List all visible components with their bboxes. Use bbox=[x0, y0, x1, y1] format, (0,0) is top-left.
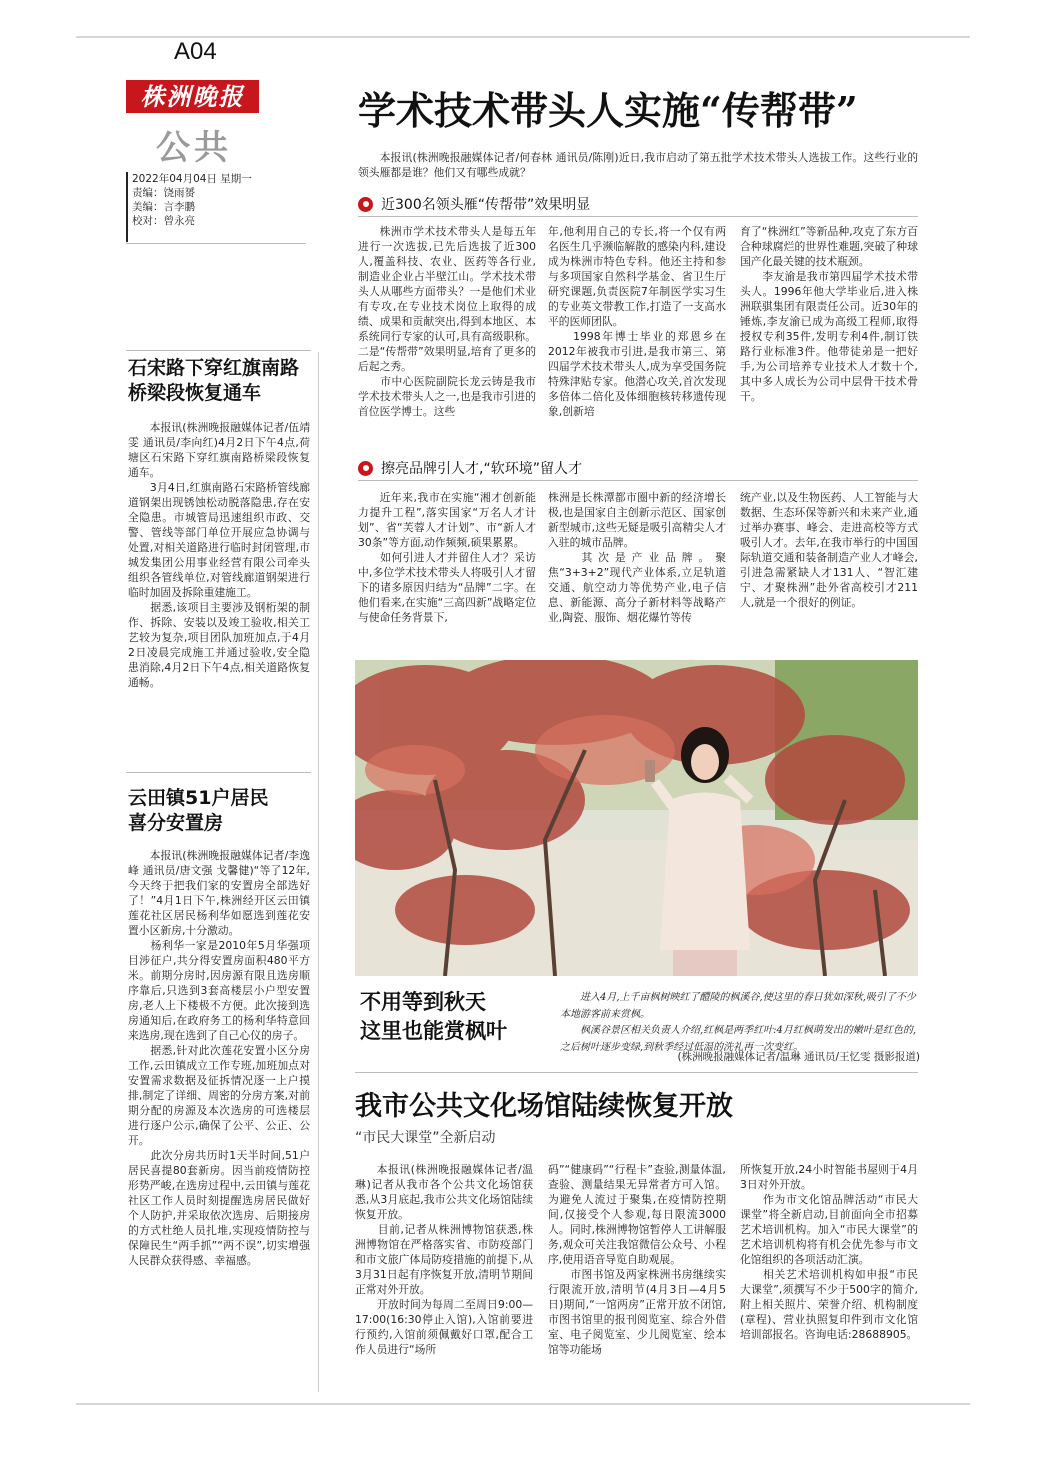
page-meta bbox=[132, 172, 252, 228]
designer-credit: 美编：言李鹏 bbox=[132, 201, 195, 213]
side2-top-rule bbox=[126, 772, 311, 773]
lead-s1-col2: 年,他利用自己的专长,将一个仅有两名医生几乎濒临解散的感染内科,建设成为株洲市特色专科。他还主持和参与多项国家自然科学基金、省卫生厅研究课题,负责医院7年制医学实习生的专业英文带教工作,打造了一支高水平的医师团队。 1998年博士毕业的郑恩乡在2012年被我市引进,是我市第三、第四届学术技术带头人,成为享受国务院特殊津贴专家。他潜心攻关,首次发现多倍体二倍化及体细胞核转移遗传现象,创新培 bbox=[548, 225, 726, 418]
story2-headline: 我市公共文化场馆陆续恢复开放 bbox=[355, 1091, 733, 1122]
page-date: 2022年04月04日 星期一 bbox=[132, 173, 252, 185]
lead-subhead-1 bbox=[358, 194, 590, 214]
side2-headline-l1: 云田镇51户居民 bbox=[128, 787, 269, 809]
maple-photo bbox=[355, 660, 918, 976]
side2-headline bbox=[128, 786, 310, 836]
side1-headline-l1: 石宋路下穿红旗南路 bbox=[128, 357, 300, 379]
side1-headline-l2: 桥梁段恢复通车 bbox=[128, 382, 262, 404]
photo-caption-title-l2: 这里也能赏枫叶 bbox=[360, 1019, 507, 1043]
photo-credit: (株洲晚报融媒体记者/温琳 通讯员/王忆雯 摄影报道) bbox=[677, 1051, 920, 1063]
story2-subtitle: “市民大课堂”全新启动 bbox=[355, 1130, 496, 1146]
side-divider-vertical bbox=[318, 352, 319, 1392]
side1-body: 本报讯(株洲晚报融媒体记者/伍靖雯 通讯员/李向红)4月2日下午4点,荷塘区石宋路下穿红旗南路桥梁段恢复通车。 3月4日,红旗南路石宋路桥管线廊道钢架出现锈蚀松动脱落隐患,存在安全隐患。市城管局迅速组织市政、交警、管线等部门单位开展应急协调与处置,对相关道路进行临时封闭管理,市城发集团公用事业经营有限公司牵头组织各管线单位,对管线廊道钢架进行临时加固及拆除重建施工。 据悉,该项目主要涉及钢桁架的制作、拆除、安装以及竣工验收,相关工艺较为复杂,项目团队加班加点,于4月2日凌晨完成施工并通过验收,安全隐患消除,4月2日下午4点,相关道路恢复通畅。 bbox=[128, 421, 310, 689]
lead-s2-col1: 近年来,我市在实施“湘才创新能力提升工程”,落实国家“万名人才计划”、省“芙蓉人才计划”、市“新人才30条”等方面,动作频频,硕果累累。 如何引进人才并留住人才？采访中,多位学术技术带头人将吸引人才留下的诸多原因归结为“品牌”二字。在他们看来,在实施“三高四新”战略定位与使命任务背景下, bbox=[358, 491, 536, 624]
story2-col3: 所恢复开放,24小时智能书屋则于4月3日对外开放。 作为市文化馆品牌活动“市民大课堂”将全新启动,目前面向全市招募艺术培训机构。加入“市民大课堂”的艺术培训机构将有机会优先参与市文化馆组织的各项活动汇演。 相关艺术培训机构如申报“市民大课堂”,须撰写不少于500字的简介,附上相关照片、荣誉介绍、机构制度(章程)、营业执照复印件到市文化馆培训部报名。咨询电话:28688905。 bbox=[740, 1163, 918, 1341]
lead-s2-col2: 株洲是长株潭都市圈中新的经济增长极,也是国家自主创新示范区、国家创新型城市,这些无疑是吸引高精尖人才入驻的城市品牌。 其次是产业品牌。聚焦“3+3+2”现代产业体系,立足轨道交通、航空动力等优势产业,电子信息、新能源、高分子新材料等战略产业,陶瓷、服饰、烟花爆竹等传 bbox=[548, 491, 726, 624]
bottom-rule bbox=[76, 1403, 970, 1405]
subhead-1-text: 近300名领头雁“传帮带”效果明显 bbox=[381, 197, 591, 213]
lead-sub1-rule bbox=[358, 216, 918, 217]
side2-body: 本报讯(株洲晚报融媒体记者/李逸峰 通讯员/唐文强 戈馨健)“等了12年,今天终于把我们家的安置房全部选好了！”4月1日下午,株洲经开区云田镇莲花社区居民杨利华如愿选到莲花安置小区新房,十分激动。 杨利华一家是2010年5月华强项目涉征户,共分得安置房面积480平方米。前期分房时,因房源有限且选房顺序靠后,只选到3套高楼层小户型安置房,老人上下楼极不方便。此次接到选房通知后,在政府务工的杨利华特意回来选房,现在选到了自己心仪的房子。 据悉,针对此次莲花安置小区分房工作,云田镇成立工作专班,加班加点对安置需求数据及征拆情况逐一上户摸排,制定了详细、周密的分房方案,对前期分配的房源及本次选房的可选楼层进行逐户公示,确保了公平、公正、公开。 此次分房共历时1天半时间,51户居民喜提80套新房。因当前疫情防控形势严峻,在选房过程中,云田镇与莲花社区工作人员时刻提醒选房居民做好个人防护,并采取依次选房、后期接房的方式杜绝人员扎堆,实现疫情防控与保障民生“两手抓”“两不误”,切实增强人民群众获得感、幸福感。 bbox=[128, 849, 310, 1267]
lead-s1-col3: 育了“株洲红”等新品种,攻克了东方百合种球腐烂的世界性难题,突破了种球国产化最关键的技术瓶颈。 李友渝是我市第四届学术技术带头人。1996年他大学毕业后,进入株洲联骐集团有限责任公司。近30年的锤炼,李友渝已成为高级工程师,取得授权专利35件,发明专利4件,制订铁路行业标准3件。他带徒弟是一把好手,为公司培养专业技术人才数十个,其中多人成长为公司中层骨干技术骨干。 bbox=[740, 225, 918, 403]
masthead-logo: 株洲晚报 bbox=[126, 80, 259, 113]
lead-sub2-rule bbox=[358, 480, 918, 481]
photo-caption-title-l1: 不用等到秋天 bbox=[360, 990, 486, 1014]
story2-col2: 码”“健康码”“行程卡”查验,测量体温,查验、测量结果无异常者方可入馆。为避免人流过于聚集,在疫情防控期间,仅接受个人参观,每日限流3000人。同时,株洲博物馆暂停人工讲解服务,观众可关注我馆微信公众号、小程序,使用语音导览自助观展。 市图书馆及两家株洲书房继续实行限流开放,清明节(4月3日—4月5日)期间,“一馆两房”正常开放不闭馆,市图书馆里的报刊阅览室、综合外借室、电子阅览室、少儿阅览室、绘本馆等功能场 bbox=[548, 1163, 726, 1356]
section-title: 公共 bbox=[156, 128, 232, 168]
page-number: A04 bbox=[174, 38, 217, 65]
meta-bar bbox=[126, 172, 128, 242]
maple-photo-illustration bbox=[355, 660, 918, 976]
side1-headline bbox=[128, 356, 310, 406]
story2-col1: 本报讯(株洲晚报融媒体记者/温琳)记者从我市各个公共文化场馆获悉,从3月底起,我市公共文化场馆陆续恢复开放。 目前,记者从株洲博物馆获悉,株洲博物馆在严格落实省、市防疫部门和市文旅广体局防疫措施的前提下,从3月31日起有序恢复开放,清明节期间正常对外开放。 开放时间为每周二至周日9:00—17:00(16:30停止入馆),入馆前要进行预约,入馆前须佩戴好口罩,配合工作人员进行“场所 bbox=[355, 1163, 533, 1356]
lead-s1-col1: 株洲市学术技术带头人是每五年进行一次选拔,已先后选拔了近300人,覆盖科技、农业、医药等各行业,制造业企业占半壁江山。学术技术带头人从哪些方面带头？一是他们术业有专攻,在专业技术岗位上取得的成绩、成果和贡献突出,得到本地区、本系统同行专家的认可,具有高级职称。二是“传帮带”效果明显,培育了更多的后起之秀。 市中心医院副院长龙云铸是我市学术技术带头人之一,也是我市引进的首位医学博士。这些 bbox=[358, 225, 536, 418]
lead-s2-col3: 统产业,以及生物医药、人工智能与大数据、生态环保等新兴和未来产业,通过举办赛事、峰会、走进高校等方式吸引人才。去年,在我市举行的中国国际轨道交通和装备制造产业人才峰会,引进急需紧缺人才131人、“智汇建宁、才聚株洲”赴外省高校引才211人,就是一个很好的例证。 bbox=[740, 491, 918, 609]
lead-headline: 学术技术带头人实施“传帮带” bbox=[358, 88, 858, 133]
photo-caption-text: 进入4月,上千亩枫树映红了醴陵的枫溪谷,使这里的春日犹如深秋,吸引了不少本地游客前来赏枫。 枫溪谷景区相关负责人介绍,红枫是两季红叶:4月红枫萌发出的嫩叶是红色的,之后树叶逐步变绿,到秋季经过低温的洗礼再一次变红。 bbox=[560, 992, 917, 1053]
caption-bottom-rule bbox=[355, 1072, 918, 1073]
side2-headline-l2: 喜分安置房 bbox=[128, 812, 224, 834]
photo-caption-title bbox=[360, 988, 507, 1046]
lead-subhead-2 bbox=[358, 458, 582, 478]
editor-credit: 责编：饶雨赟 bbox=[132, 187, 195, 199]
subhead-bullet-icon bbox=[358, 197, 373, 212]
subhead-2-text: 擦亮品牌引人才,“软环境”留人才 bbox=[381, 461, 582, 477]
subhead-bullet-icon bbox=[358, 461, 373, 476]
proofreader-credit: 校对：曾永亮 bbox=[132, 215, 195, 227]
header-rule bbox=[126, 243, 306, 244]
side1-top-rule bbox=[126, 350, 311, 351]
lead-intro: 本报讯(株洲晚报融媒体记者/何春林 通讯员/陈刚)近日,我市启动了第五批学术技术带头人选拔工作。这些行业的领头雁都是谁？他们又有哪些成就？ bbox=[358, 151, 918, 179]
